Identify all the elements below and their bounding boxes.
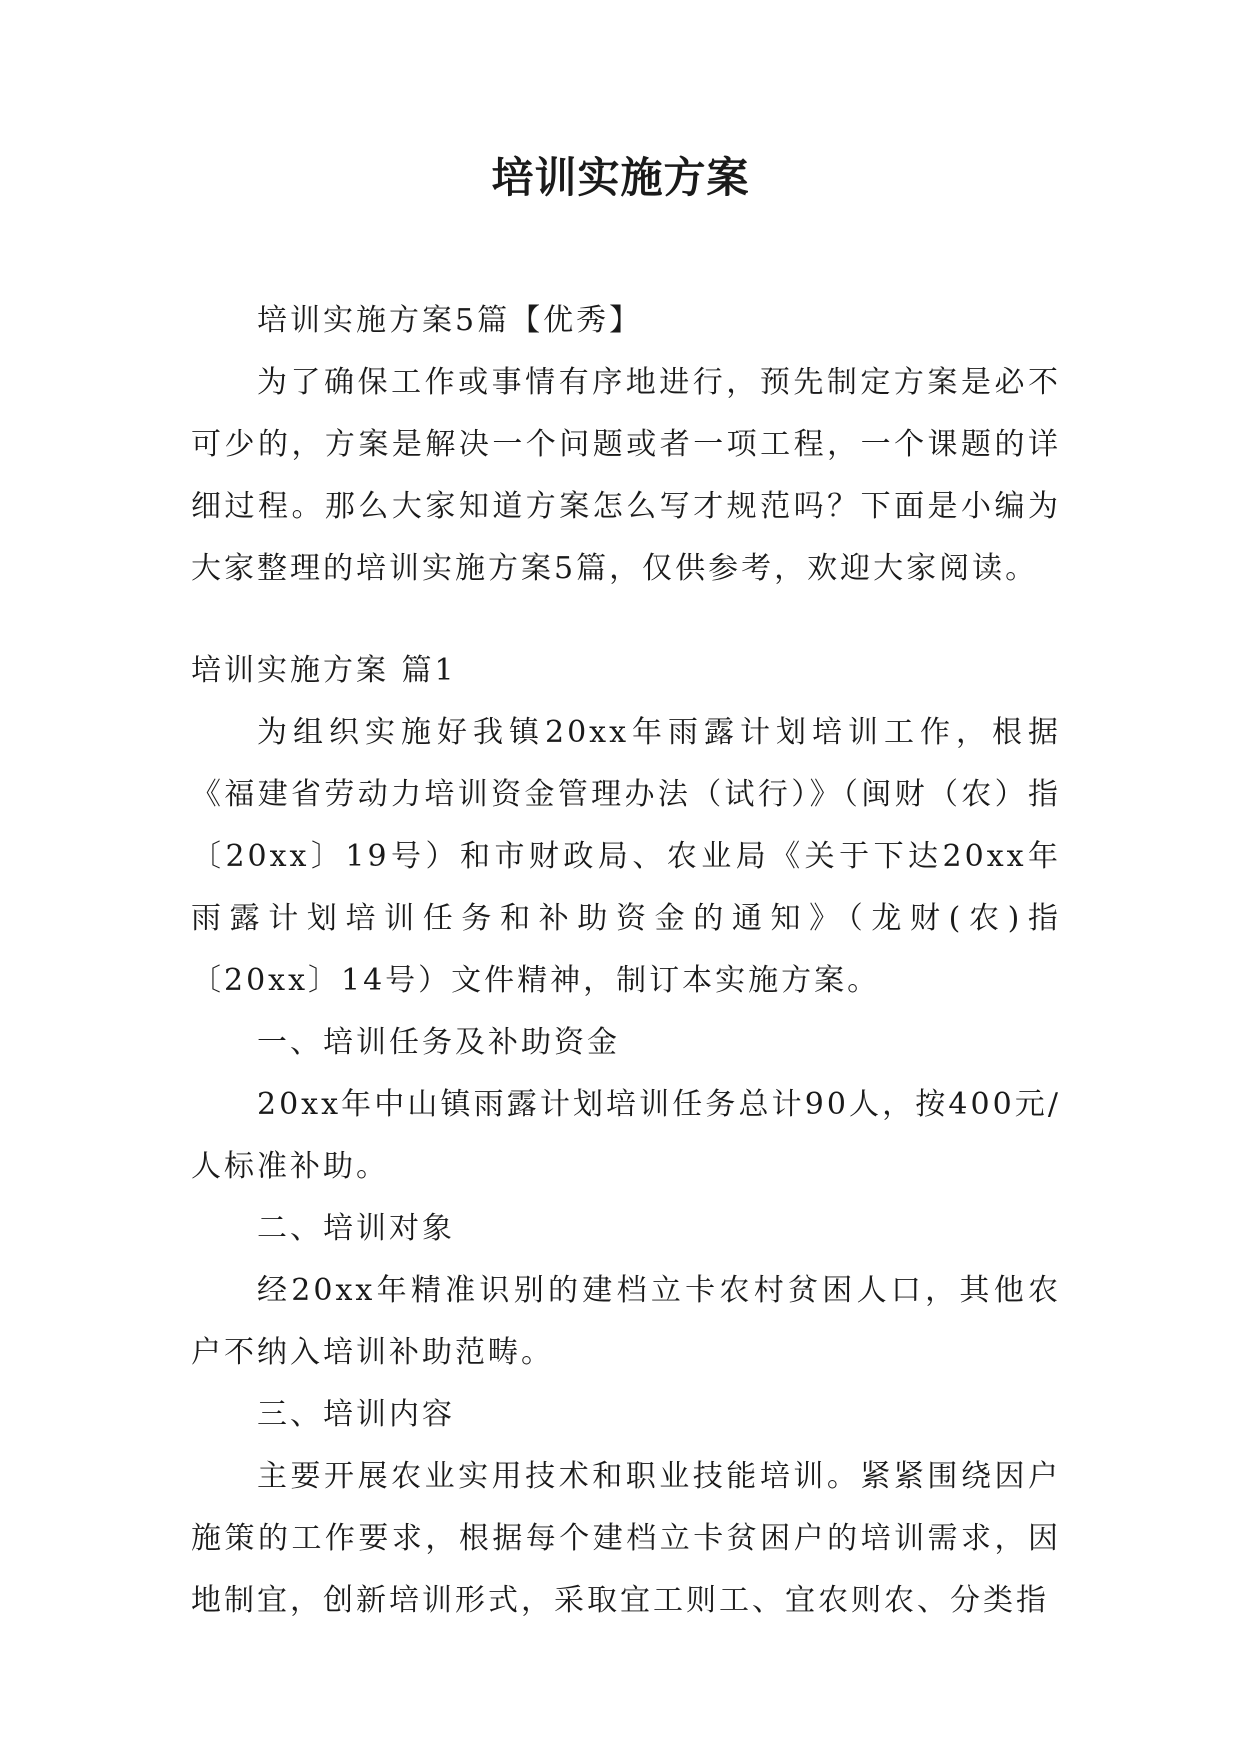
intro-paragraph: 为了确保工作或事情有序地进行，预先制定方案是必不可少的，方案是解决一个问题或者一项工程，一个课题的详细过程。那么大家知道方案怎么写才规范吗？下面是小编为大家整理的培训实施方案5篇，仅供参考，欢迎大家阅读。 — [191, 365, 1061, 586]
subheading-content: 三、培训内容 — [257, 1397, 455, 1432]
subheading-target: 二、培训对象 — [257, 1211, 455, 1246]
section-paragraph: 主要开展农业实用技术和职业技能培训。紧紧围绕因户施策的工作要求，根据每个建档立卡贫困户的培训需求，因地制宜，创新培训形式，采取宜工则工、宜农则农、分类指 — [191, 1459, 1061, 1618]
section-heading: 培训实施方案 篇1 — [191, 653, 457, 688]
section-paragraph: 20xx年中山镇雨露计划培训任务总计90人，按400元/人标准补助。 — [191, 1087, 1061, 1184]
document-title: 培训实施方案 — [491, 153, 750, 202]
section-1 — [191, 640, 1061, 1632]
intro-block — [191, 290, 1061, 600]
intro-subtitle: 培训实施方案5篇【优秀】 — [257, 303, 643, 338]
section-paragraph: 经20xx年精准识别的建档立卡农村贫困人口，其他农户不纳入培训补助范畴。 — [191, 1273, 1061, 1370]
subheading-task-funds: 一、培训任务及补助资金 — [257, 1025, 620, 1060]
section-paragraph: 为组织实施好我镇20xx年雨露计划培训工作，根据《福建省劳动力培训资金管理办法（试行）》（闽财（农）指〔20xx〕19号）和市财政局、农业局《关于下达20xx年雨露计划培训任务和补助资金的通知》（龙财(农)指〔20xx〕14号）文件精神，制订本实施方案。 — [191, 715, 1061, 998]
